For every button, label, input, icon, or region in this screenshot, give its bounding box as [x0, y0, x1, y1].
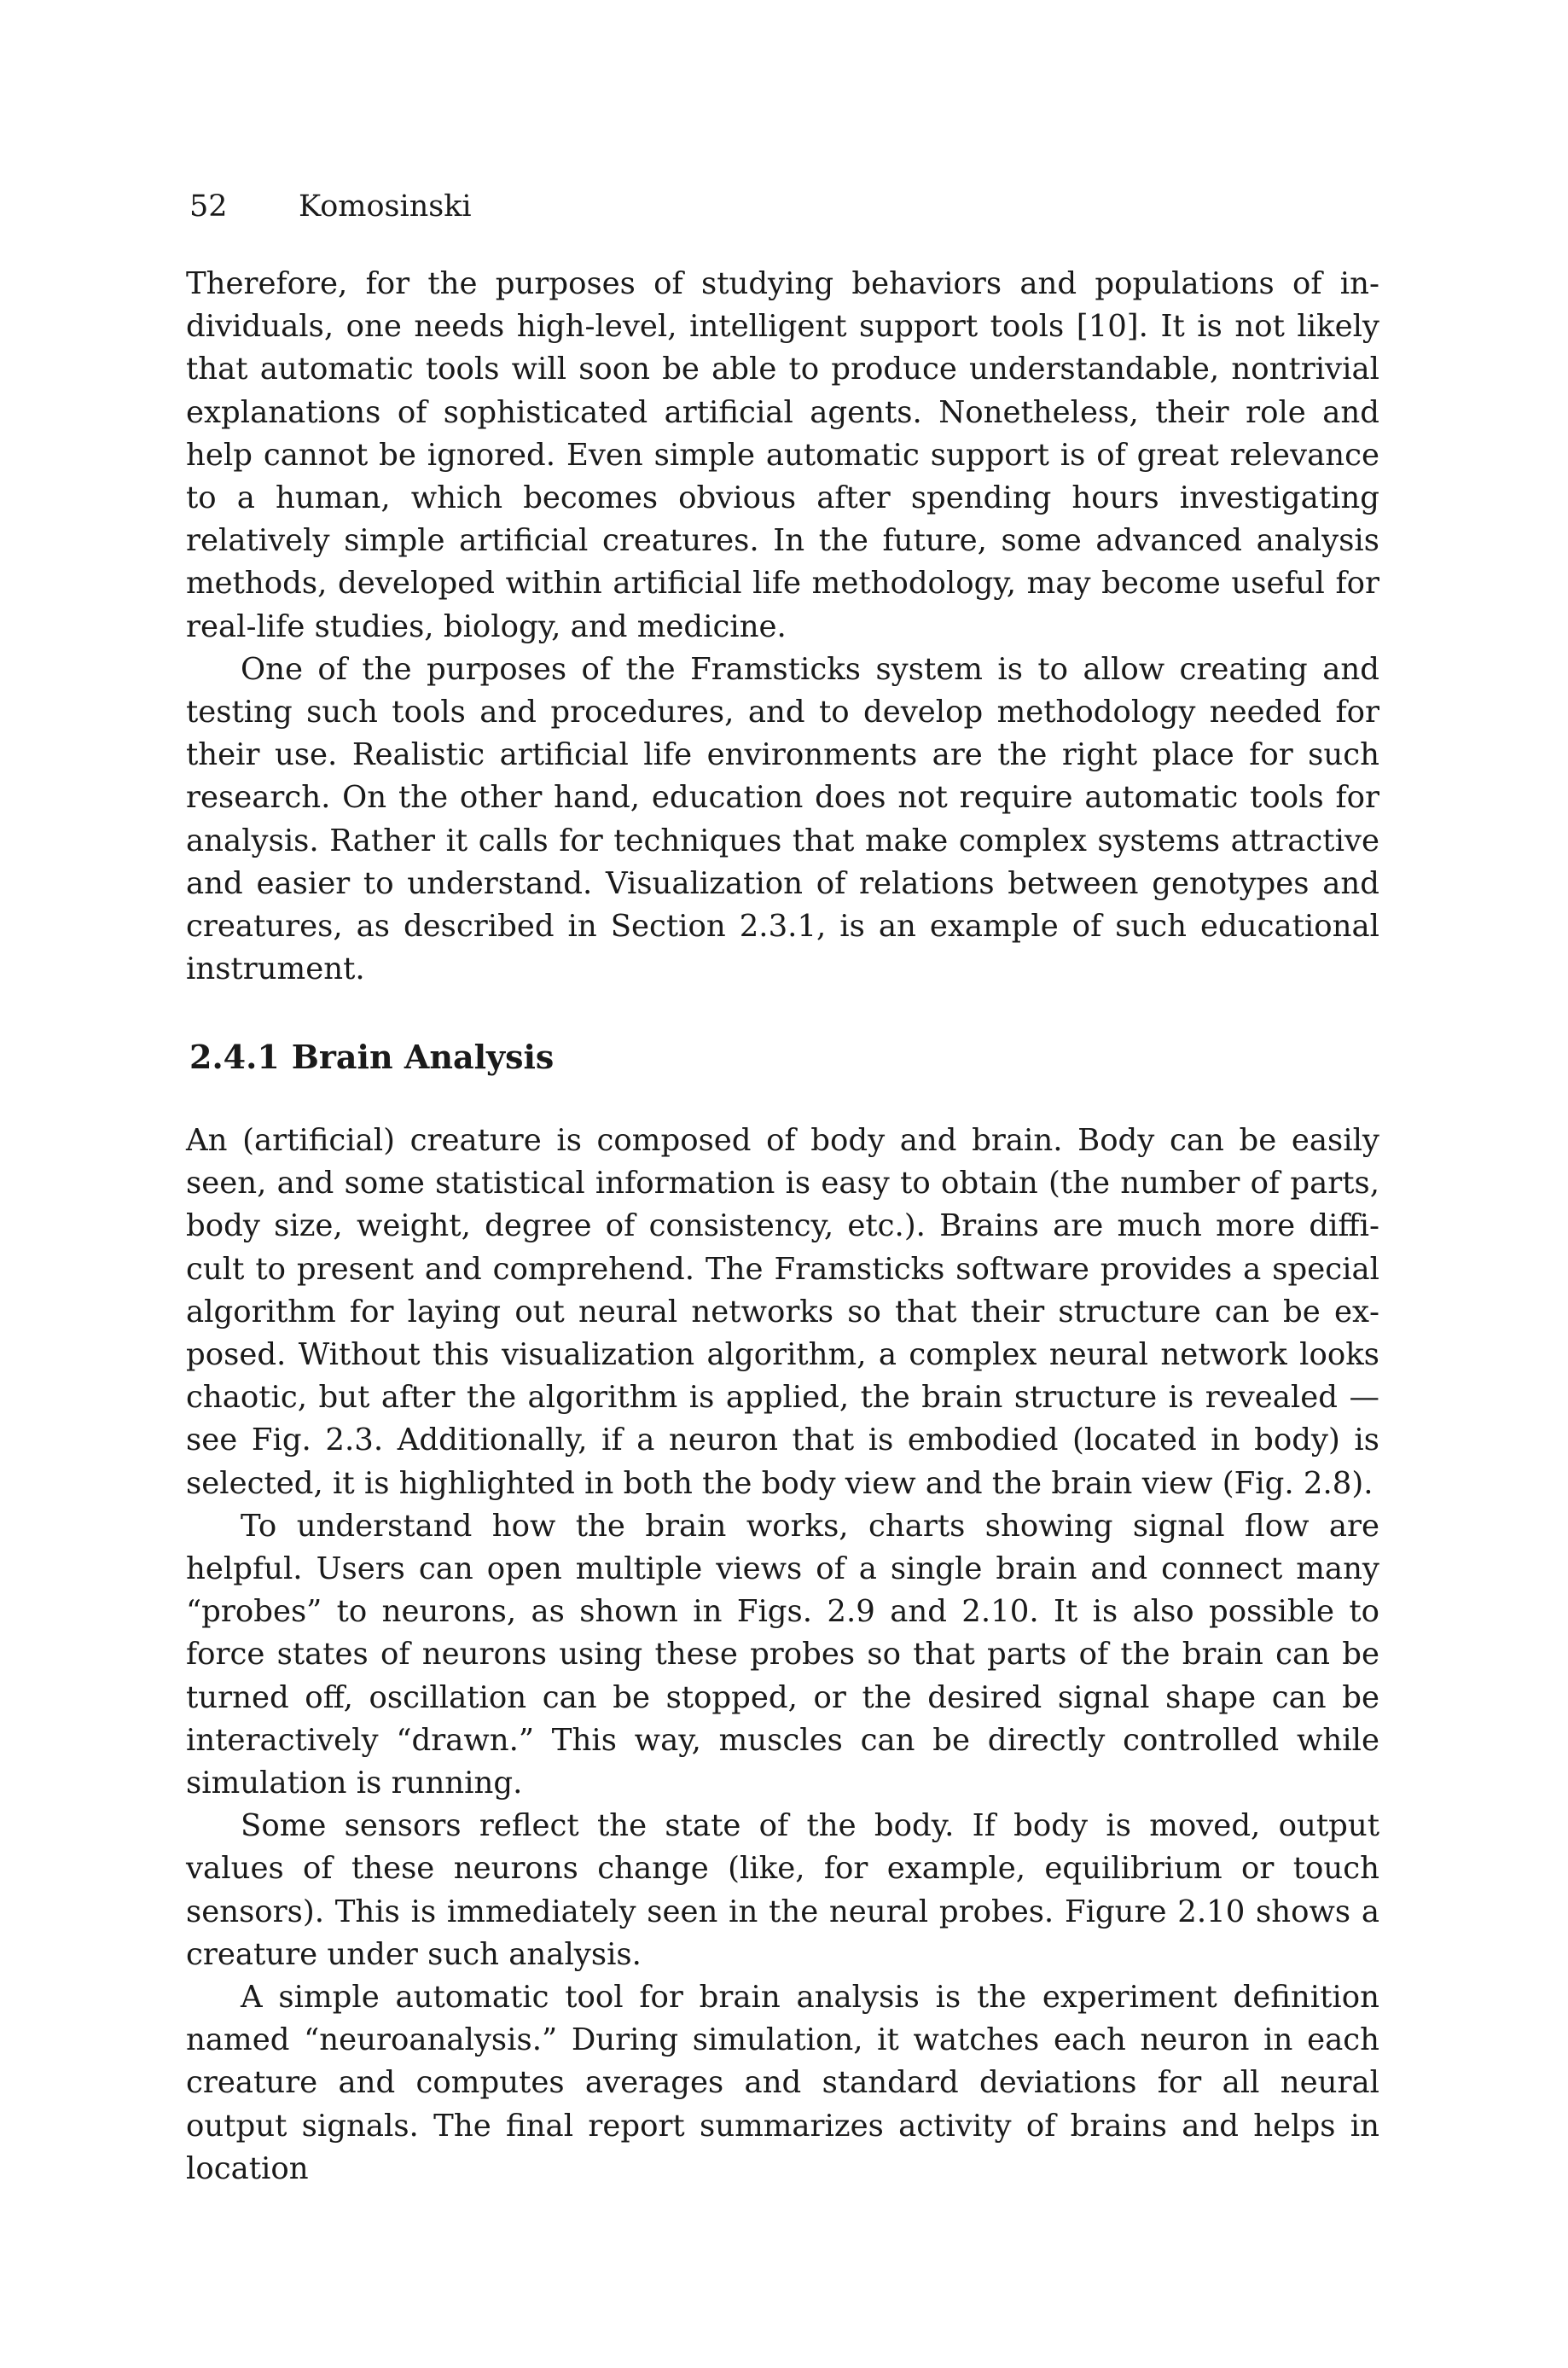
section-title: Brain Analysis — [291, 1038, 555, 1076]
body-paragraph: Some sensors reflect the state of the body. If body is moved, output values of these neurons change (like, for example, equilibrium or touch sensors). This is immediately seen in the neural probes. Figure 2.10 shows a creature under such analysis. — [186, 1808, 1379, 1972]
body-paragraph: An (artificial) creature is composed of body and brain. Body can be easily seen, and some statistical information is easy to obtain (the number of parts, body size, weight, degree of consistency, etc.). Brains are much more difficult to present and comprehend. The Framsticks software provides a special algorithm for laying out neural networks so that their structure can be exposed. Without this visualization algorithm, a complex neural network looks chaotic, but after the algorithm is applied, the brain structure is revealed — see Fig. 2.3. Additionally, if a neuron that is embodied (located in body) is selected, it is highlighted in both the body view and the brain view (Fig. 2.8). — [186, 1123, 1379, 1501]
body-paragraph: A simple automatic tool for brain analysis is the experiment definition named “neuroanalysis.” During simulation, it watches each neuron in each creature and computes averages and standard deviations for all neural output signals. The final report summarizes activity of brains and helps in location — [186, 1980, 1379, 2186]
section-number: 2.4.1 — [189, 1038, 280, 1076]
body-paragraph: To understand how the brain works, charts showing signal flow are helpful. Users can open multiple views of a single brain and connect many “probes” to neurons, as shown in Figs. 2.9 and 2.10. It is also possible to force states of neurons using these probes so that parts of the brain can be turned off, oscillation can be stopped, or the desired signal shape can be interactively “drawn.” This way, muscles can be directly controlled while simulation is running. — [186, 1508, 1379, 1801]
body-paragraph: Therefore, for the purposes of studying behaviors and populations of individuals, one needs high-level, intelligent support tools [10]. It is not likely that automatic tools will soon be able to produce understandable, nontrivial explanations of sophisticated artificial agents. Nonetheless, their role and help cannot be ignored. Even simple automatic support is of great relevance to a human, which becomes obvious after spending hours investigating relatively simple artificial creatures. In the future, some advanced analysis methods, developed within artificial life methodology, may become useful for real-life studies, biology, and medicine. — [186, 266, 1379, 644]
intro-text-block — [186, 263, 1379, 991]
body-paragraph: One of the purposes of the Framsticks system is to allow creating and testing such tools and procedures, and to develop methodology needed for their use. Realistic artificial life environments are the right place for such research. On the other hand, education does not require automatic tools for analysis. Rather it calls for techniques that make complex systems attractive and easier to understand. Visualization of relations between genotypes and creatures, as described in Section 2.3.1, is an example of such educational instrument. — [186, 651, 1379, 987]
running-head — [189, 189, 472, 224]
running-head-author: Komosinski — [299, 189, 472, 224]
section-heading — [189, 1039, 554, 1076]
section-text-block — [186, 1120, 1379, 2191]
page-number: 52 — [189, 189, 228, 224]
